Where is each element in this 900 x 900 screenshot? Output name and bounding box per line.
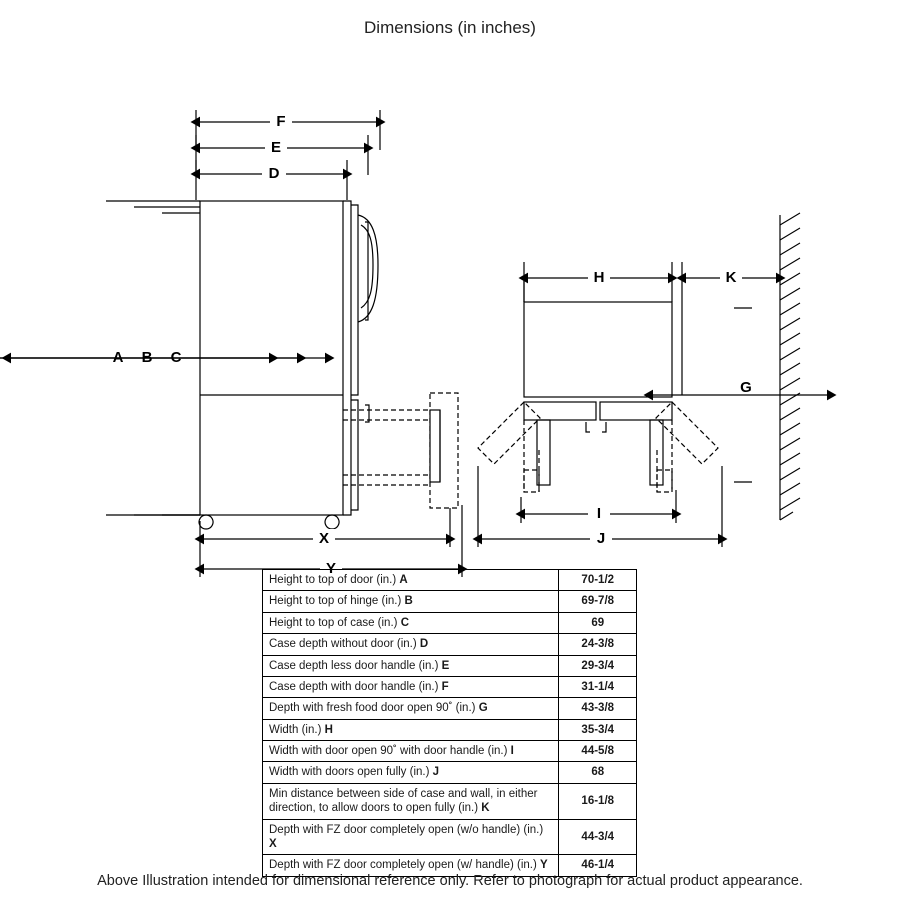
footnote-text: Above Illustration intended for dimensional reference only. Refer to photograph for actual product appearance. <box>97 873 803 889</box>
table-row <box>263 570 637 591</box>
dimension-key: I <box>510 745 514 757</box>
dimension-label-cell <box>263 612 559 633</box>
dimension-key: D <box>419 638 429 651</box>
dimension-key: B <box>404 595 413 608</box>
dimension-label-cell <box>263 819 559 855</box>
table-body <box>263 570 637 877</box>
table-row <box>263 698 637 719</box>
dimensions-table <box>262 569 637 877</box>
dimension-description: Width (in.) <box>269 723 325 736</box>
dimension-key: A <box>399 574 408 586</box>
dimension-description: Width with doors open fully (in.) <box>269 766 433 779</box>
dim-label-E: E <box>270 138 282 156</box>
dimension-value-cell: 31-1/4 <box>559 676 637 697</box>
dimension-label-cell <box>263 762 559 783</box>
dimension-key: K <box>481 802 490 815</box>
dim-label-F: F <box>276 112 286 130</box>
dimension-value-cell: 43-3/8 <box>559 698 637 719</box>
dimension-value-cell: 24-3/8 <box>559 634 637 655</box>
dimension-value-cell: 29-3/4 <box>559 655 637 676</box>
dimension-value-cell: 69-7/8 <box>559 591 637 612</box>
dimension-label-cell <box>263 783 559 819</box>
table-row <box>263 676 637 697</box>
dimension-description: Depth with fresh food door open 90˚ (in.) <box>269 702 479 715</box>
dimension-key: Y <box>540 859 548 872</box>
dimension-value-cell: 68 <box>559 762 637 783</box>
table-row <box>263 719 637 740</box>
dimension-description: Height to top of door (in.) <box>269 574 400 586</box>
dim-label-D: D <box>268 164 280 182</box>
table-row <box>263 819 637 855</box>
dimension-value-cell: 35-3/4 <box>559 719 637 740</box>
table-row <box>263 655 637 676</box>
dimension-description: Depth with FZ door completely open (w/o handle) (in.) <box>269 823 544 836</box>
dim-label-A: A <box>112 348 124 366</box>
dim-label-H: H <box>593 268 605 286</box>
dimension-description: Depth with FZ door completely open (w/ handle) (in.) <box>269 859 541 872</box>
dimension-description: Min distance between side of case and wall, in either direction, to allow doors to open fully (in.) <box>269 787 538 815</box>
page-title: Dimensions (in inches) <box>364 18 536 37</box>
dimension-description: Case depth with door handle (in.) <box>269 680 442 693</box>
dim-label-Y: Y <box>325 559 337 577</box>
dimension-label-cell <box>263 655 559 676</box>
dimension-value-cell: 69 <box>559 612 637 633</box>
table-row <box>263 591 637 612</box>
table-row <box>263 762 637 783</box>
dimension-description: Case depth less door handle (in.) <box>269 659 442 672</box>
dimension-label-cell <box>263 698 559 719</box>
dimension-key: H <box>324 723 333 736</box>
dim-label-X: X <box>318 529 330 547</box>
table-row <box>263 634 637 655</box>
dimension-description: Height to top of hinge (in.) <box>269 595 405 608</box>
dim-label-G: G <box>740 378 752 396</box>
dimension-value-cell: 44-5/8 <box>559 741 637 762</box>
dimension-label-cell <box>263 591 559 612</box>
dimension-key: E <box>441 659 450 672</box>
table-row <box>263 612 637 633</box>
dim-label-J: J <box>596 529 606 547</box>
dimension-diagram <box>0 50 900 577</box>
table-row <box>263 783 637 819</box>
dimension-description: Case depth without door (in.) <box>269 638 420 651</box>
table-row <box>263 741 637 762</box>
dimension-key: X <box>269 837 277 850</box>
dimension-value-cell: 70-1/2 <box>559 570 637 591</box>
dimension-key: F <box>441 680 449 693</box>
dimension-label-cell <box>263 719 559 740</box>
dimension-key: J <box>432 766 440 779</box>
dim-label-K: K <box>725 268 737 286</box>
dimension-value-cell: 46-1/4 <box>559 855 637 876</box>
dimension-key: G <box>478 702 488 715</box>
dimension-label-cell <box>263 741 559 762</box>
dimension-description: Width with door open 90˚ with door handle (in.) <box>269 745 511 757</box>
dimension-label-cell <box>263 676 559 697</box>
dimension-value-cell: 44-3/4 <box>559 819 637 855</box>
dimension-key: C <box>400 616 409 629</box>
dim-label-C: C <box>170 348 182 366</box>
dimension-description: Height to top of case (in.) <box>269 616 401 629</box>
dim-label-I: I <box>596 504 602 522</box>
dimension-value-cell: 16-1/8 <box>559 783 637 819</box>
dimension-label-cell <box>263 634 559 655</box>
dimension-label-cell <box>263 570 559 591</box>
dim-label-B: B <box>141 348 153 366</box>
